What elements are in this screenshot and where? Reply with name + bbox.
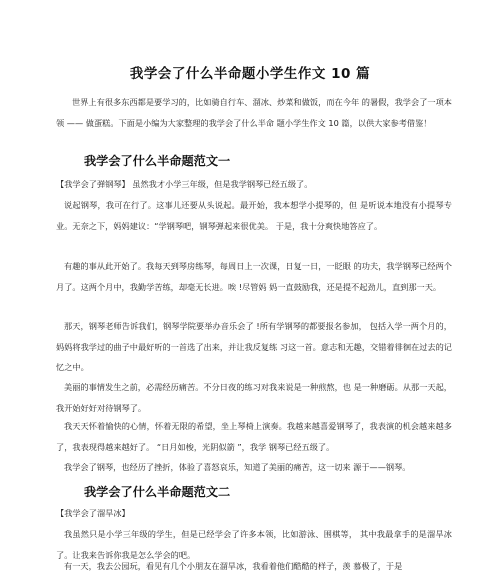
essay-1-paragraph: 说起钢琴，我可在行了。这事儿还要从头说起。最开始，我本想学小提琴的，但 是听说本地没有小提琴专业。无奈之下，妈妈建议：“学钢琴吧，钢琴弹起来很优美。 于是，我十分爽快地答应了。 [56, 200, 452, 231]
essay-1-paragraph: 我天天怀着愉快的心情，怀着无限的希望，坐上琴椅上演奏。我越来越喜爱钢琴了，我表演的机会越来越多了，我表现得越来越好了。 “日月如梭，光阴似箭 ”，我学 钢琴已经五级了。 [56, 421, 452, 452]
essay-1-paragraph: 有趣的事从此开始了。我每天到琴房练琴，每周日上一次课，日复一日，一眨眼 的功夫，我学钢琴已经两个月了。这两个月中，我勤学苦练，却毫无长进。唉 !尽管妈 妈一直鼓励我，还是提不起劲儿，直到那一天。 [56, 261, 452, 292]
essay-1-paragraph: 我学会了钢琴，也经历了挫折，体验了喜怒哀乐，知道了美丽的痛苦，这一切来 源于——钢琴。 [64, 462, 411, 472]
essay-1-heading: 我学会了什么半命题范文一 [84, 154, 231, 168]
essay-1-paragraph: 那天，钢琴老师告诉我们，钢琴学院要举办音乐会了 !所有学钢琴的都要报名参加， 包括入学一两个月的，妈妈将我学过的曲子中最好听的一首选了出来，并让我反复练 习这一首。意志和无趣，交错着徘徊在过去的记忆之中。 [56, 321, 452, 373]
essay-1-subtitle: 【我学会了弹钢琴】 虽然我才小学三年级，但是我学钢琴已经五级了。 [56, 179, 313, 189]
essay-2-paragraph: 有一天，我去公园玩，看见有几个小朋友在溜旱冰，我看着他们酷酷的样子，羡 慕极了，于是 [64, 561, 403, 571]
intro-paragraph: 世界上有很多东西都是要学习的，比如骑自行车、溜冰、炒菜和做饭，而在今年 的暑假，我学会了一项本领 —— 做蛋糕。下面是小编为大家整理的我学会了什么半命 题小学生作文 10 篇，以供大家参考借鉴！ [56, 97, 452, 128]
essay-1-paragraph: 美丽的事情发生之前，必需经历痛苦。不分日夜的练习对我来说是一种煎熬，也 是一种磨砺。从那一天起，我开始好好对待钢琴了。 [56, 382, 452, 413]
essay-2-subtitle: 【我学会了溜旱冰】 [56, 508, 130, 518]
essay-2-heading: 我学会了什么半命题范文二 [84, 485, 231, 499]
essay-2-paragraph: 我虽然只是小学三年级的学生，但是已经学会了许多本领，比如游泳、围棋等， 其中我最拿手的是溜旱冰了。让我来告诉你我是怎么学会的吧。 [56, 529, 452, 560]
document-title: 我学会了什么半命题小学生作文 10 篇 [129, 66, 371, 82]
